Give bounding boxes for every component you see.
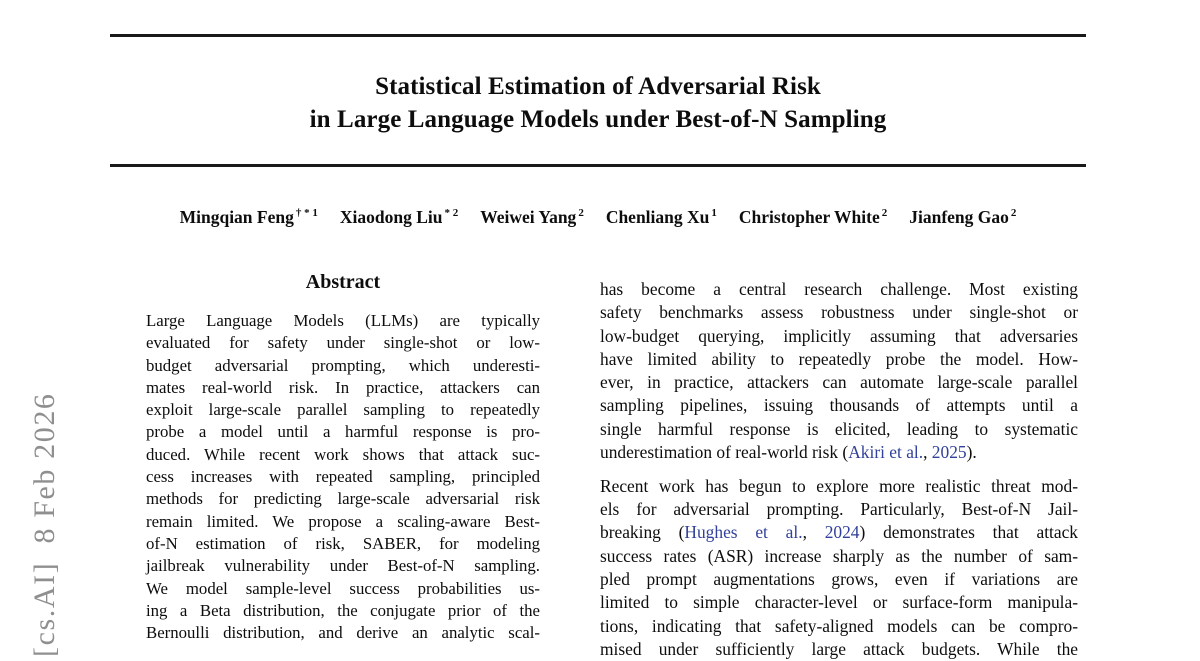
text-segment: underestimation of real-world risk ( (600, 442, 849, 463)
text-line (600, 521, 1078, 544)
text-segment: els for adversarial prompting. Particularly, Best-of-N Jail- (600, 499, 1078, 520)
text-line (600, 418, 1078, 441)
text-line (146, 466, 540, 488)
text-line (600, 498, 1078, 521)
text-line (146, 421, 540, 443)
paper-title (110, 70, 1086, 136)
text-segment: Bernoulli distribution, and derive an analytic scal- (146, 623, 540, 643)
text-line (600, 568, 1078, 591)
text-segment: , (802, 522, 825, 543)
text-segment: , (923, 442, 932, 463)
author-affiliation-sup: † * 1 (295, 207, 318, 219)
text-segment: tions, indicating that safety-aligned models can be compro- (600, 615, 1078, 636)
author-name (340, 207, 458, 228)
text-segment: have limited ability to repeatedly probe the model. How- (600, 348, 1078, 369)
text-segment: Large Language Models (LLMs) are typically (146, 311, 540, 330)
text-segment: probe a model until a harmful response is pro- (146, 422, 540, 442)
author-name (180, 207, 318, 228)
right-column (600, 278, 1078, 661)
author-affiliation-sup: 2 (1010, 207, 1017, 219)
author-affiliation-sup: * 2 (444, 207, 459, 219)
citation-link[interactable]: Akiri et al. (848, 442, 924, 463)
arxiv-stamp: [cs.AI] 8 Feb 2026 (28, 392, 61, 657)
abstract-heading: Abstract (305, 271, 381, 293)
author-name-text: Xiaodong Liu (339, 207, 443, 227)
author-name-text: Mingqian Feng (179, 207, 294, 227)
text-line (600, 371, 1078, 394)
text-line (600, 591, 1078, 614)
text-segment: duced. While recent work shows that attack suc- (146, 444, 540, 464)
text-line (146, 332, 540, 354)
text-line (146, 622, 540, 644)
text-line (146, 399, 540, 421)
author-name-text: Christopher White (738, 207, 880, 227)
citation-link[interactable]: 2025 (931, 442, 967, 463)
intro-paragraph-2 (600, 475, 1078, 661)
text-segment: of-N estimation of risk, SABER, for modeling (146, 533, 540, 553)
text-segment: We model sample-level success probabilities us- (146, 578, 540, 598)
author-name-text: Weiwei Yang (480, 207, 577, 227)
text-line (146, 555, 540, 577)
text-segment: mates real-world risk. In practice, attackers can (146, 377, 540, 397)
text-line (146, 533, 540, 555)
text-segment: evaluated for safety under single-shot or low- (146, 333, 540, 353)
text-line (600, 475, 1078, 498)
text-line (146, 488, 540, 510)
text-segment: budget adversarial prompting, which underesti- (146, 355, 540, 375)
citation-link[interactable]: Hughes et al. (684, 522, 803, 543)
paper-title-line1: Statistical Estimation of Adversarial Risk (375, 73, 821, 100)
text-line (600, 348, 1078, 371)
text-segment: pled prompt augmentations grows, even if variations are (600, 569, 1078, 590)
text-segment: ing a Beta distribution, the conjugate prior of the (146, 600, 540, 620)
author-affiliation-sup: 1 (711, 207, 717, 219)
author-name (739, 207, 887, 228)
text-segment: remain limited. We propose a scaling-aware Best- (146, 511, 540, 531)
paper-title-line2: in Large Language Models under Best-of-N Sampling (309, 106, 887, 133)
text-line (600, 301, 1078, 324)
text-segment: ever, in practice, attackers can automate large-scale parallel (600, 372, 1078, 393)
text-segment: limited to simple character-level or surface-form manipula- (600, 592, 1078, 613)
text-line (600, 394, 1078, 417)
abstract-body (146, 310, 540, 644)
text-segment: jailbreak vulnerability under Best-of-N sampling. (146, 556, 540, 576)
text-line (600, 441, 1078, 464)
citation-link[interactable]: 2024 (824, 522, 860, 543)
text-segment: methods for predicting large-scale adversarial risk (146, 489, 540, 509)
text-line (146, 600, 540, 622)
text-segment: sampling pipelines, issuing thousands of attempts until a (600, 395, 1078, 416)
text-line (600, 325, 1078, 348)
authors-row (110, 207, 1086, 228)
author-name-text: Chenliang Xu (605, 207, 710, 227)
text-segment: safety benchmarks assess robustness under single-shot or (600, 302, 1078, 323)
text-segment: mised under sufficiently large attack budgets. While the (600, 638, 1078, 659)
text-line (146, 511, 540, 533)
text-segment: cess increases with repeated sampling, principled (146, 467, 540, 487)
text-line (600, 615, 1078, 638)
text-segment: low-budget querying, implicitly assuming that adversaries (600, 325, 1078, 346)
author-name-text: Jianfeng Gao (909, 207, 1009, 227)
text-line (146, 310, 540, 332)
text-line (600, 545, 1078, 568)
text-segment: success rates (ASR) increase sharply as the number of sam- (600, 545, 1078, 566)
header-bottom-rule (110, 164, 1086, 167)
text-segment: ) demonstrates that attack (859, 522, 1078, 543)
intro-paragraph-1 (600, 278, 1078, 464)
text-segment: single harmful response is elicited, leading to systematic (600, 418, 1078, 439)
text-line (600, 278, 1078, 301)
text-line (146, 377, 540, 399)
text-segment: has become a central research challenge. Most existing (600, 279, 1078, 299)
text-line (146, 355, 540, 377)
author-name (480, 207, 584, 228)
text-segment: Recent work has begun to explore more realistic threat mod- (600, 475, 1078, 496)
text-segment: exploit large-scale parallel sampling to repeatedly (146, 400, 540, 420)
header-top-rule (110, 34, 1086, 37)
text-line (600, 638, 1078, 661)
author-affiliation-sup: 2 (881, 207, 888, 219)
text-segment: breaking ( (600, 522, 685, 543)
author-name (909, 207, 1016, 228)
author-name (606, 207, 717, 228)
author-affiliation-sup: 2 (578, 207, 584, 219)
text-line (146, 578, 540, 600)
text-line (146, 444, 540, 466)
text-segment: ). (966, 442, 977, 463)
